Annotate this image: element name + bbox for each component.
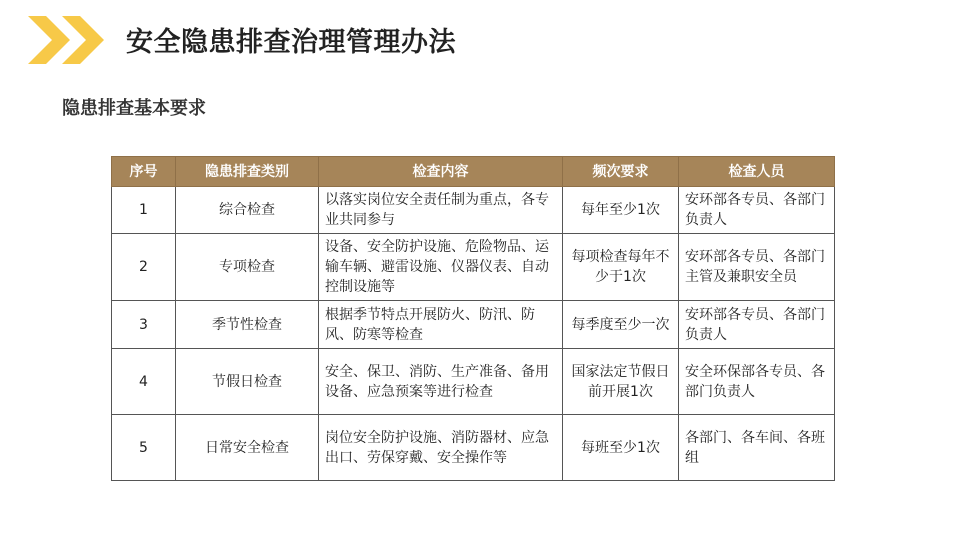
table-row xyxy=(112,301,835,349)
row-category: 专项检查 xyxy=(176,234,319,301)
row-frequency: 国家法定节假日前开展1次 xyxy=(563,349,679,415)
section-subtitle: 隐患排查基本要求 xyxy=(62,98,206,119)
row-frequency: 每季度至少一次 xyxy=(563,301,679,349)
row-content: 安全、保卫、消防、生产准备、备用设备、应急预案等进行检查 xyxy=(319,349,563,415)
row-content: 根据季节特点开展防火、防汛、防风、防寒等检查 xyxy=(319,301,563,349)
table-row xyxy=(112,415,835,481)
row-no: 1 xyxy=(112,187,176,234)
table-row xyxy=(112,234,835,301)
double-chevron-icon xyxy=(26,14,112,66)
column-header-frequency: 频次要求 xyxy=(563,157,679,187)
column-header-no: 序号 xyxy=(112,157,176,187)
column-header-content: 检查内容 xyxy=(319,157,563,187)
row-inspector: 安环部各专员、各部门主管及兼职安全员 xyxy=(679,234,835,301)
row-content: 设备、安全防护设施、危险物品、运输车辆、避雷设施、仪器仪表、自动控制设施等 xyxy=(319,234,563,301)
table-row xyxy=(112,349,835,415)
row-category: 日常安全检查 xyxy=(176,415,319,481)
page-title: 安全隐患排查治理管理办法 xyxy=(126,27,456,58)
inspection-table xyxy=(111,156,835,481)
row-frequency: 每项检查每年不少于1次 xyxy=(563,234,679,301)
row-content: 以落实岗位安全责任制为重点，各专业共同参与 xyxy=(319,187,563,234)
row-inspector: 安全环保部各专员、各部门负责人 xyxy=(679,349,835,415)
row-inspector: 安环部各专员、各部门负责人 xyxy=(679,187,835,234)
table-row xyxy=(112,187,835,234)
row-category: 节假日检查 xyxy=(176,349,319,415)
row-no: 4 xyxy=(112,349,176,415)
row-no: 5 xyxy=(112,415,176,481)
row-no: 2 xyxy=(112,234,176,301)
row-frequency: 每班至少1次 xyxy=(563,415,679,481)
column-header-category: 隐患排查类别 xyxy=(176,157,319,187)
row-content: 岗位安全防护设施、消防器材、应急出口、劳保穿戴、安全操作等 xyxy=(319,415,563,481)
row-inspector: 安环部各专员、各部门负责人 xyxy=(679,301,835,349)
column-header-inspector: 检查人员 xyxy=(679,157,835,187)
row-no: 3 xyxy=(112,301,176,349)
table-header-row xyxy=(112,157,835,187)
row-frequency: 每年至少1次 xyxy=(563,187,679,234)
row-inspector: 各部门、各车间、各班组 xyxy=(679,415,835,481)
row-category: 综合检查 xyxy=(176,187,319,234)
row-category: 季节性检查 xyxy=(176,301,319,349)
